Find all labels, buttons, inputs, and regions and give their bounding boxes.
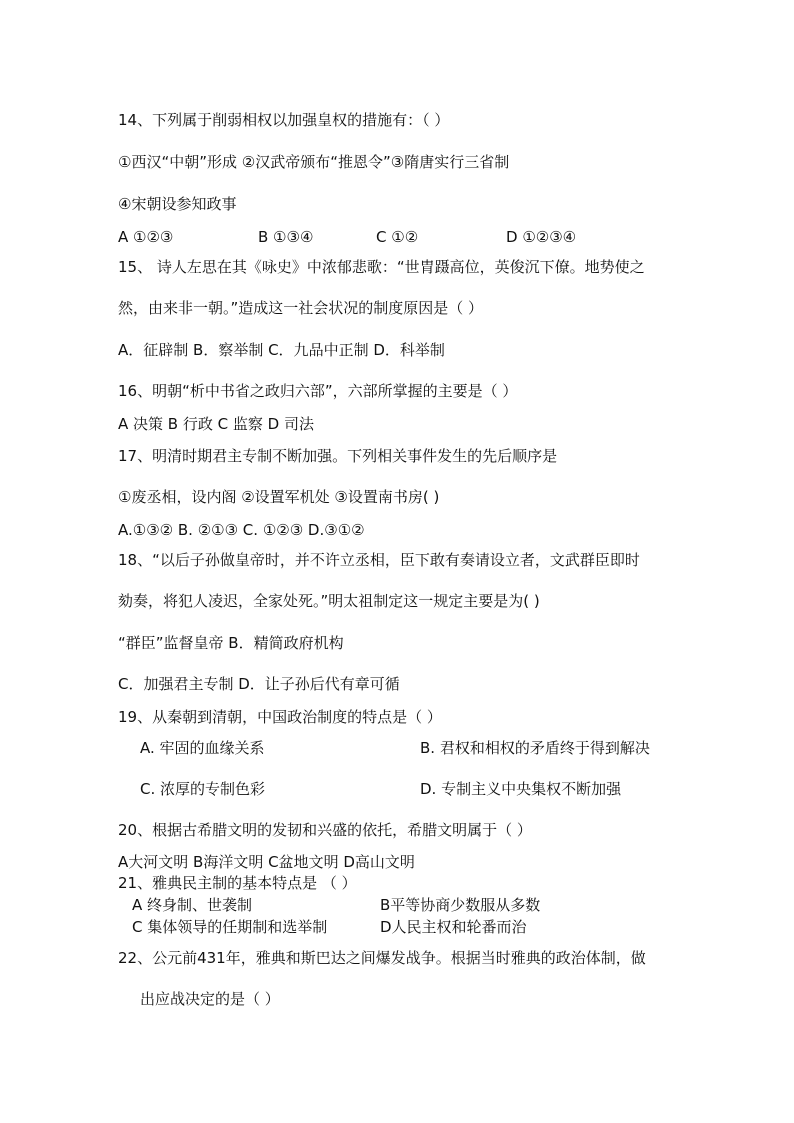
q19-option-a: A. 牢固的血缘关系 [140, 739, 265, 757]
q19-options-row1 [118, 738, 678, 758]
q14-option-a: A ①②③ [118, 228, 174, 246]
q18-stem-line1: 18、“以后子孙做皇帝时，并不许立丞相，臣下敢有奏请设立者，文武群臣即时 [118, 551, 640, 569]
q16-stem: 16、明朝“析中书省之政归六部”，六部所掌握的主要是（ ） [118, 382, 518, 400]
q15-stem-line2: 然，由来非一朝。”造成这一社会状况的制度原因是（ ） [118, 299, 484, 317]
q22-stem-line2: 出应战决定的是（ ） [140, 990, 280, 1008]
q14-stem: 14、下列属于削弱相权以加强皇权的措施有：（ ） [118, 111, 450, 129]
q18-line3: “群臣”监督皇帝 B．精简政府机构 [118, 634, 344, 652]
q14-line3: ④宋朝设参知政事 [118, 195, 237, 213]
q15-options: A．征辟制 B．察举制 C．九品中正制 D．科举制 [118, 341, 445, 359]
q21-option-d: D人民主权和轮番而治 [380, 918, 527, 936]
q22-stem-line1: 22、公元前431年，雅典和斯巴达之间爆发战争。根据当时雅典的政治体制，做 [118, 949, 646, 967]
q16-options: A 决策 B 行政 C 监察 D 司法 [118, 415, 314, 433]
q19-stem: 19、从秦朝到清朝，中国政治制度的特点是（ ） [118, 708, 442, 726]
q20-options: A大河文明 B海洋文明 C盆地文明 D高山文明 [118, 853, 415, 871]
q14-option-c: C ①② [376, 228, 419, 246]
q21-option-a: A 终身制、世袭制 [132, 896, 253, 914]
q14-option-d: D ①②③④ [506, 228, 577, 246]
q15-stem-line1: 15、 诗人左思在其《咏史》中浓郁悲歌：“世胄蹑高位，英俊沉下僚。地势使之 [118, 258, 645, 276]
q19-options-row2 [118, 779, 678, 799]
q19-option-d: D. 专制主义中央集权不断加强 [420, 780, 622, 798]
q21-stem: 21、雅典民主制的基本特点是 （ ） [118, 874, 357, 892]
q21-option-b: B平等协商少数服从多数 [380, 896, 541, 914]
q18-line4: C．加强君主专制 D．让子孙后代有章可循 [118, 675, 400, 693]
q20-stem: 20、根据古希腊文明的发韧和兴盛的依托，希腊文明属于（ ） [118, 821, 532, 839]
q14-options [118, 227, 678, 247]
q21-options-row2 [118, 917, 678, 937]
q19-option-c: C. 浓厚的专制色彩 [140, 780, 266, 798]
q17-line2: ①废丞相，设内阁 ②设置军机处 ③设置南书房( ) [118, 488, 440, 506]
q21-options-row1 [118, 895, 678, 915]
q14-option-b: B ①③④ [258, 228, 314, 246]
q17-stem: 17、明清时期君主专制不断加强。下列相关事件发生的先后顺序是 [118, 447, 558, 465]
q19-option-b: B. 君权和相权的矛盾终于得到解决 [420, 739, 650, 757]
q21-option-c: C 集体领导的任期制和选举制 [132, 918, 328, 936]
q17-options: A.①③② B. ②①③ C. ①②③ D.③①② [118, 521, 365, 539]
q14-line2: ①西汉“中朝”形成 ②汉武帝颁布“推恩令”③隋唐实行三省制 [118, 153, 510, 171]
q18-stem-line2: 劾奏，将犯人凌迟，全家处死。”明太祖制定这一规定主要是为( ) [118, 592, 540, 610]
